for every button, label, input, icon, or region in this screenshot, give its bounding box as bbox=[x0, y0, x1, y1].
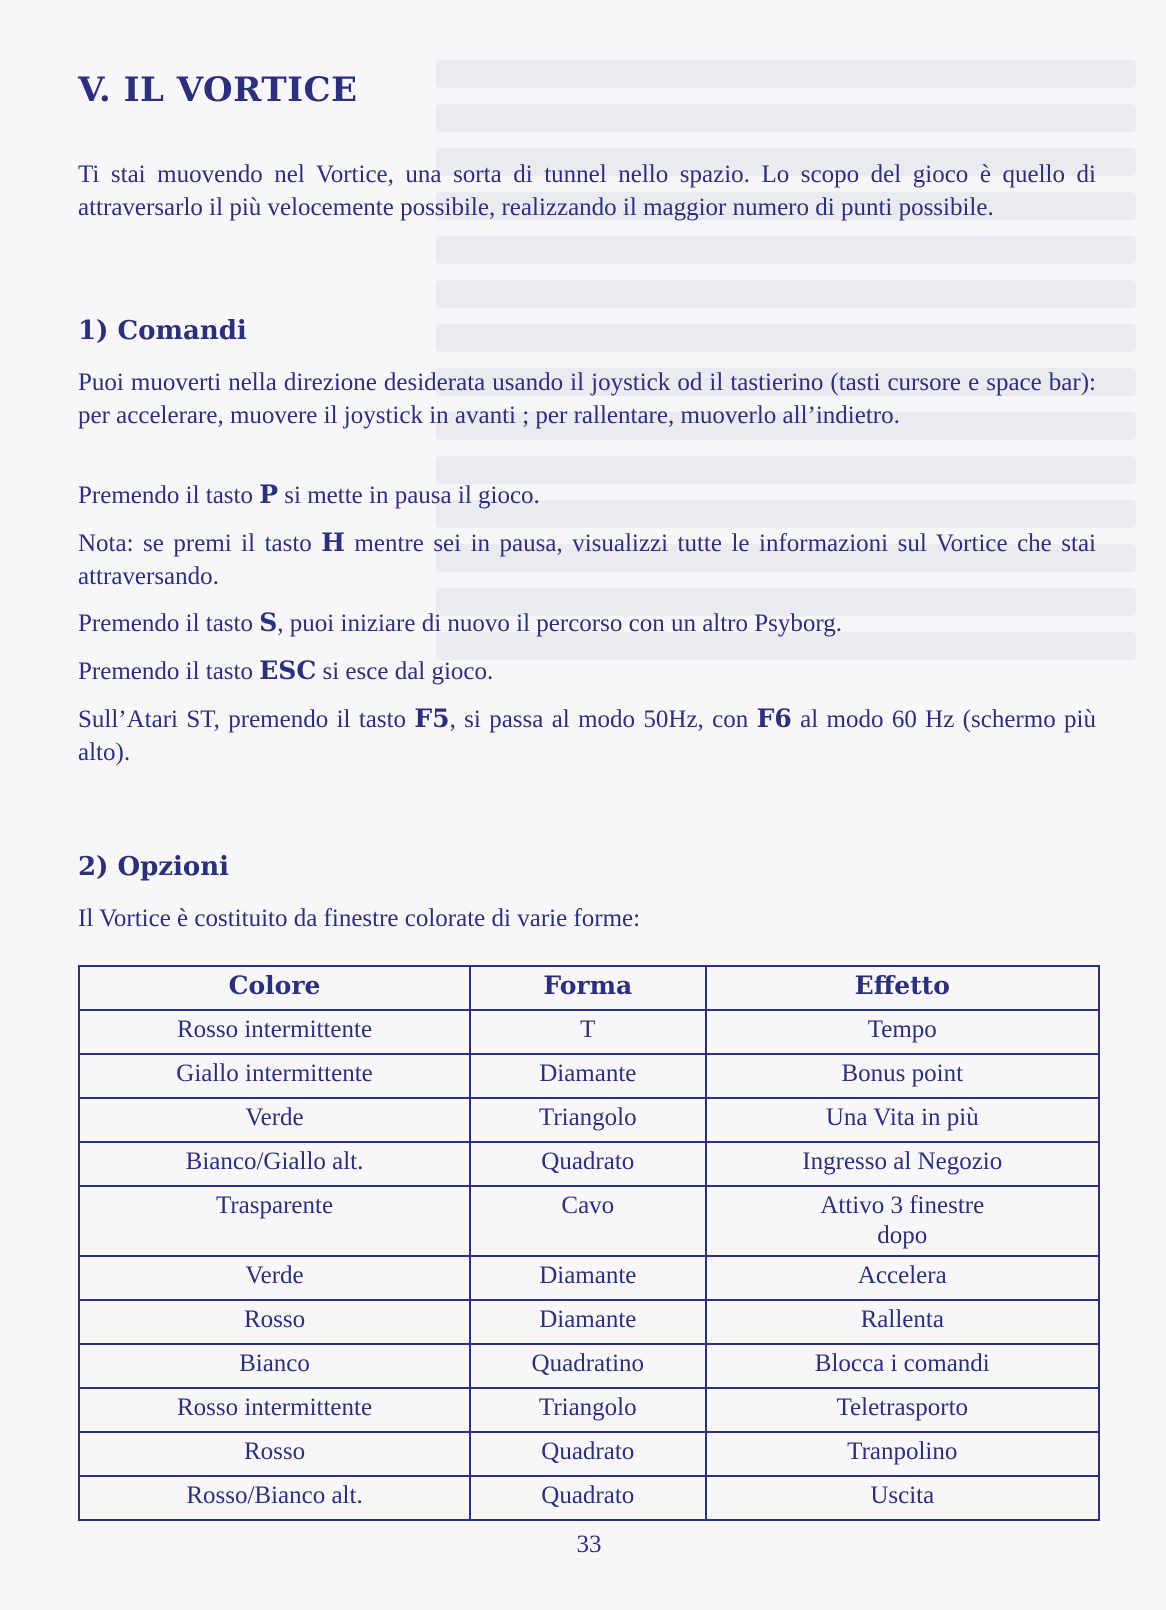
key-label-f6: F6 bbox=[756, 704, 792, 733]
page-title: V. IL VORTICE bbox=[78, 70, 358, 110]
comandi-paragraph-exit bbox=[78, 654, 1096, 688]
comandi-paragraph-movement: Puoi muoverti nella direzione desiderata usando il joystick od il tastierino (tasti cursore e space bar): per accelerare, muovere il joystick in avanti ; per rallentare, muoverlo all’indietro. bbox=[78, 369, 1096, 429]
cell-forma: Diamante bbox=[470, 1054, 706, 1098]
cell-colore: Rosso/Bianco alt. bbox=[79, 1476, 470, 1520]
cell-colore: Bianco/Giallo alt. bbox=[79, 1142, 470, 1186]
cell-colore: Giallo intermittente bbox=[79, 1054, 470, 1098]
table-row bbox=[79, 1300, 1099, 1344]
text-segment: Premendo il tasto bbox=[78, 658, 260, 685]
cell-effetto: Bonus point bbox=[706, 1054, 1099, 1098]
text-segment: si mette in pausa il gioco. bbox=[278, 482, 540, 509]
cell-effetto: Tempo bbox=[706, 1010, 1099, 1054]
cell-colore: Trasparente bbox=[79, 1186, 470, 1256]
cell-forma: Quadrato bbox=[470, 1142, 706, 1186]
text-segment: , puoi iniziare di nuovo il percorso con un altro Psyborg. bbox=[277, 610, 843, 637]
column-header-effetto: Effetto bbox=[706, 966, 1099, 1010]
cell-forma: Quadratino bbox=[470, 1344, 706, 1388]
key-label-p: P bbox=[259, 480, 279, 509]
section-heading-opzioni: 2) Opzioni bbox=[78, 852, 230, 882]
key-label-h: H bbox=[321, 528, 345, 557]
text-segment: Premendo il tasto bbox=[78, 610, 260, 637]
cell-colore: Bianco bbox=[79, 1344, 470, 1388]
cell-forma: Diamante bbox=[470, 1300, 706, 1344]
cell-effetto: Una Vita in più bbox=[706, 1098, 1099, 1142]
cell-forma: Triangolo bbox=[470, 1388, 706, 1432]
cell-colore: Rosso bbox=[79, 1300, 470, 1344]
page-number: 33 bbox=[576, 1531, 602, 1558]
cell-colore: Rosso intermittente bbox=[79, 1010, 470, 1054]
table-row bbox=[79, 1010, 1099, 1054]
cell-effetto: Teletrasporto bbox=[706, 1388, 1099, 1432]
column-header-forma: Forma bbox=[470, 966, 706, 1010]
cell-effetto: Ingresso al Negozio bbox=[706, 1142, 1099, 1186]
key-label-s: S bbox=[259, 608, 278, 637]
key-label-esc: ESC bbox=[259, 656, 317, 685]
table-row bbox=[79, 1098, 1099, 1142]
cell-forma: Quadrato bbox=[470, 1476, 706, 1520]
text-segment: mentre sei in pausa, visualizzi tutte le informazioni sul Vortice che stai attraversando. bbox=[78, 530, 1096, 590]
cell-effetto: Tranpolino bbox=[706, 1432, 1099, 1476]
table-header-row bbox=[79, 966, 1099, 1010]
text-segment: si esce dal gioco. bbox=[316, 658, 494, 685]
comandi-paragraph-restart bbox=[78, 606, 1096, 640]
key-label-f5: F5 bbox=[414, 704, 450, 733]
cell-effetto: Rallenta bbox=[706, 1300, 1099, 1344]
text-segment: Nota: se premi il tasto bbox=[78, 530, 322, 557]
cell-colore: Rosso intermittente bbox=[79, 1388, 470, 1432]
comandi-paragraph-note bbox=[78, 526, 1096, 593]
cell-forma: Triangolo bbox=[470, 1098, 706, 1142]
text-segment: Sull’Atari ST, premendo il tasto bbox=[78, 706, 415, 733]
intro-paragraph: Ti stai muovendo nel Vortice, una sorta di tunnel nello spazio. Lo scopo del gioco è quello di attraversarlo il più velocemente possibile, realizzando il maggior numero di punti possibile. bbox=[78, 161, 1096, 221]
vortex-windows-table bbox=[78, 965, 1100, 1521]
table-row bbox=[79, 1432, 1099, 1476]
table-row bbox=[79, 1256, 1099, 1300]
text-segment: , si passa al modo 50Hz, con bbox=[449, 706, 757, 733]
opzioni-paragraph: Il Vortice è costituito da finestre colorate di varie forme: bbox=[78, 905, 641, 932]
cell-forma: Cavo bbox=[470, 1186, 706, 1256]
cell-forma: T bbox=[470, 1010, 706, 1054]
cell-forma: Diamante bbox=[470, 1256, 706, 1300]
table-row bbox=[79, 1142, 1099, 1186]
cell-effetto: Attivo 3 finestre dopo bbox=[706, 1186, 1099, 1256]
table-row bbox=[79, 1388, 1099, 1432]
text-segment: Premendo il tasto bbox=[78, 482, 260, 509]
section-heading-comandi: 1) Comandi bbox=[78, 316, 247, 346]
text-segment: al modo 60 Hz (schermo più alto). bbox=[78, 706, 1096, 766]
cell-colore: Verde bbox=[79, 1098, 470, 1142]
cell-effetto: Accelera bbox=[706, 1256, 1099, 1300]
column-header-colore: Colore bbox=[79, 966, 470, 1010]
comandi-paragraph-atari bbox=[78, 702, 1096, 769]
comandi-paragraph-pause bbox=[78, 478, 1096, 512]
cell-effetto: Blocca i comandi bbox=[706, 1344, 1099, 1388]
table-row bbox=[79, 1186, 1099, 1256]
table-row bbox=[79, 1344, 1099, 1388]
cell-colore: Verde bbox=[79, 1256, 470, 1300]
cell-effetto: Uscita bbox=[706, 1476, 1099, 1520]
cell-forma: Quadrato bbox=[470, 1432, 706, 1476]
table-row bbox=[79, 1054, 1099, 1098]
cell-colore: Rosso bbox=[79, 1432, 470, 1476]
table-row bbox=[79, 1476, 1099, 1520]
